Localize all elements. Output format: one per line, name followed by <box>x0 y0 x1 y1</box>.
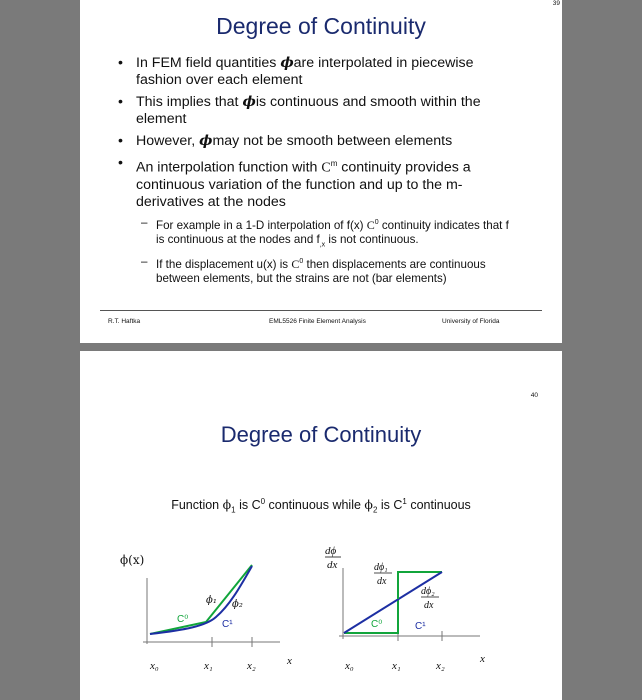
right-x2-label: x₂ <box>436 660 445 672</box>
footer-course: EML5526 Finite Element Analysis <box>269 318 366 325</box>
left-x1-label: x₁ <box>204 660 213 672</box>
slide-1 <box>80 0 562 343</box>
right-x-axis-var: x <box>480 653 485 665</box>
left-x-axis-var: x <box>287 655 292 667</box>
left-x0-label: x₀ <box>150 660 159 672</box>
slide-1-title: Degree of Continuity <box>216 13 426 39</box>
right-x1-label: x₁ <box>392 660 401 672</box>
dphi2-denominator: dx <box>424 600 434 611</box>
continuity-figure <box>80 351 562 700</box>
page-number: 40 <box>530 392 538 399</box>
dphi2-numerator: dϕ₂ <box>421 586 435 597</box>
phi1-label: ϕ₁ <box>206 595 217 606</box>
left-x2-label: x₂ <box>247 660 256 672</box>
dx-denominator: dx <box>327 559 338 571</box>
sub-bullet-1: – For example in a 1-D interpolation of f(x) $C^0$ continuity indicates that f is continuous at the nodes and $f_{,x}$ is not continuous. <box>136 216 518 252</box>
figure-caption: Function $\phi_1$ is $C^0$ continuous while $\phi_2$ is $C^1$ continuous <box>171 497 471 515</box>
bullet-2: • This implies that ϕis continuous and smooth within the element <box>118 94 518 128</box>
phi-x-axis-label: ϕ(x) <box>120 553 145 567</box>
dphi-numerator: dϕ <box>325 545 337 557</box>
bullet-4: • An interpolation function with $C^m$ continuity provides a continuous variation of the function and up to the m-derivatives at the nodes – For example in a 1-D interpolation of f(x) $C^0$ continuity indicates that f is continuous at the nodes and $f_{,x}$ is not continuous. – If the displacement u(x) is $C^0$ then displacements are continuous between elements, but the strains are not (bar elements) <box>118 155 518 286</box>
phi2-label: ϕ₂ <box>232 599 243 610</box>
sub-bullet-list <box>136 216 518 286</box>
bullet-1: • In FEM field quantities ϕare interpolated in piecewise fashion over each element <box>118 55 518 89</box>
c1-label-right: C¹ <box>415 621 426 632</box>
bullet-list <box>118 55 518 291</box>
sub-bullet-2: – If the displacement u(x) is $C^0$ then displacements are continuous between elements, but the strains are not (bar elements) <box>136 255 518 286</box>
slide-2 <box>80 351 562 700</box>
slide-2-title: Degree of Continuity <box>220 422 422 447</box>
footer-author: R.T. Haftka <box>108 318 141 325</box>
footer-rule <box>100 310 542 311</box>
c0-label-right: C⁰ <box>371 619 383 630</box>
phi-symbol: ϕ <box>242 94 256 110</box>
dphi1-numerator: dϕ₁ <box>374 562 388 573</box>
c0-label-left: C⁰ <box>177 614 189 625</box>
footer-university: University of Florida <box>442 318 500 325</box>
phi-symbol: ϕ <box>199 133 213 149</box>
phi-symbol: ϕ <box>280 55 294 71</box>
c1-label-left: C¹ <box>222 619 233 630</box>
page-number-39: 39 <box>552 0 560 7</box>
dphi1-denominator: dx <box>377 576 387 587</box>
right-x0-label: x₀ <box>345 660 354 672</box>
bullet-3: • However, ϕmay not be smooth between elements <box>118 133 518 150</box>
